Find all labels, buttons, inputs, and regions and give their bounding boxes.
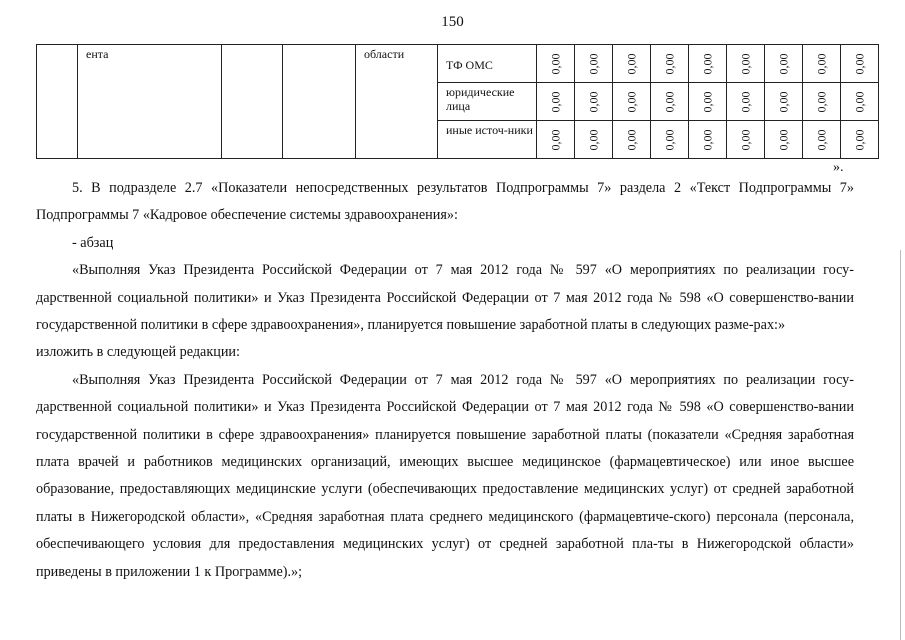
paragraph-new-edition: изложить в следующей редакции: <box>36 344 240 361</box>
table-cell-empty <box>283 45 356 159</box>
value-cell: 0,00 <box>575 83 613 121</box>
value-cell: 0,00 <box>651 45 689 83</box>
value-cell: 0,00 <box>613 121 651 159</box>
value-cell: 0,00 <box>537 83 575 121</box>
value-cell: 0,00 <box>841 45 879 83</box>
value-cell: 0,00 <box>727 121 765 159</box>
value-cell: 0,00 <box>537 121 575 159</box>
value-cell: 0,00 <box>727 83 765 121</box>
value-cell: 0,00 <box>689 121 727 159</box>
value-cell: 0,00 <box>689 45 727 83</box>
value-cell: 0,00 <box>727 45 765 83</box>
table-cell-empty <box>222 45 283 159</box>
table-cell-region: области <box>356 45 438 159</box>
paragraph-abzac: - абзац <box>72 234 114 251</box>
value-cell: 0,00 <box>765 83 803 121</box>
table-row <box>37 45 879 83</box>
funding-table <box>36 44 879 159</box>
value-cell: 0,00 <box>651 83 689 121</box>
value-cell: 0,00 <box>613 45 651 83</box>
row-label-other-sources: иные источ-ники <box>438 121 537 159</box>
page-number: 150 <box>441 14 464 30</box>
table-cell-col1: ента <box>78 45 222 159</box>
value-cell: 0,00 <box>575 45 613 83</box>
paragraph-section-5: 5. В подразделе 2.7 «Показатели непосредственных результатов Подпрограммы 7» раздела 2 «Текст Подпрограммы 7» Подпрограммы 7 «Кадровое обеспечение системы здравоохранения»: <box>36 180 854 224</box>
document-body <box>36 175 854 586</box>
value-cell: 0,00 <box>841 83 879 121</box>
row-label-tfoms: ТФ ОМС <box>438 45 537 83</box>
paragraph-new-text: «Выполняя Указ Президента Российской Федерации от 7 мая 2012 года № 597 «О мероприятиях по реализации госу-дарственной социальной политики» и Указ Президента Российской Федерации от 7 мая 2012 года № 598 «О совершенство-вании государственной политики в сфере здравоохранения» планируется повышение заработной платы (показатели «Средняя заработная плата врачей и работников медицинских организаций, имеющих высшее медицинское (фармацевтическое) или иное высшее образование, предоставляющих медицинские услуги (обеспечивающих предоставление медицинских услуг) от средней заработной платы в Нижегородской области», «Средняя заработная плата среднего медицинского (фармацевтиче-ского) персонала (персонала, обеспечивающего условия для предоставления медицинских услуг) от средней заработной пла-ты в Нижегородской области» приведены в приложении 1 к Программе).»; <box>36 371 854 580</box>
value-cell: 0,00 <box>537 45 575 83</box>
row-label-legal-entities: юридические лица <box>438 83 537 121</box>
value-cell: 0,00 <box>765 45 803 83</box>
value-cell: 0,00 <box>689 83 727 121</box>
value-cell: 0,00 <box>765 121 803 159</box>
value-cell: 0,00 <box>803 83 841 121</box>
value-cell: 0,00 <box>651 121 689 159</box>
table-cell-empty <box>37 45 78 159</box>
value-cell: 0,00 <box>803 45 841 83</box>
value-cell: 0,00 <box>841 121 879 159</box>
scan-edge-line <box>900 250 901 640</box>
value-cell: 0,00 <box>613 83 651 121</box>
value-cell: 0,00 <box>803 121 841 159</box>
closing-quote: ». <box>833 160 844 175</box>
paragraph-old-text: «Выполняя Указ Президента Российской Федерации от 7 мая 2012 года № 597 «О мероприятиях по реализации госу-дарственной социальной политики» и Указ Президента Российской Федерации от 7 мая 2012 года № 598 «О совершенство-вании государственной политики в сфере здравоохранения», планируется повышение заработной платы в следующих разме-рах:» <box>36 262 854 334</box>
value-cell: 0,00 <box>575 121 613 159</box>
